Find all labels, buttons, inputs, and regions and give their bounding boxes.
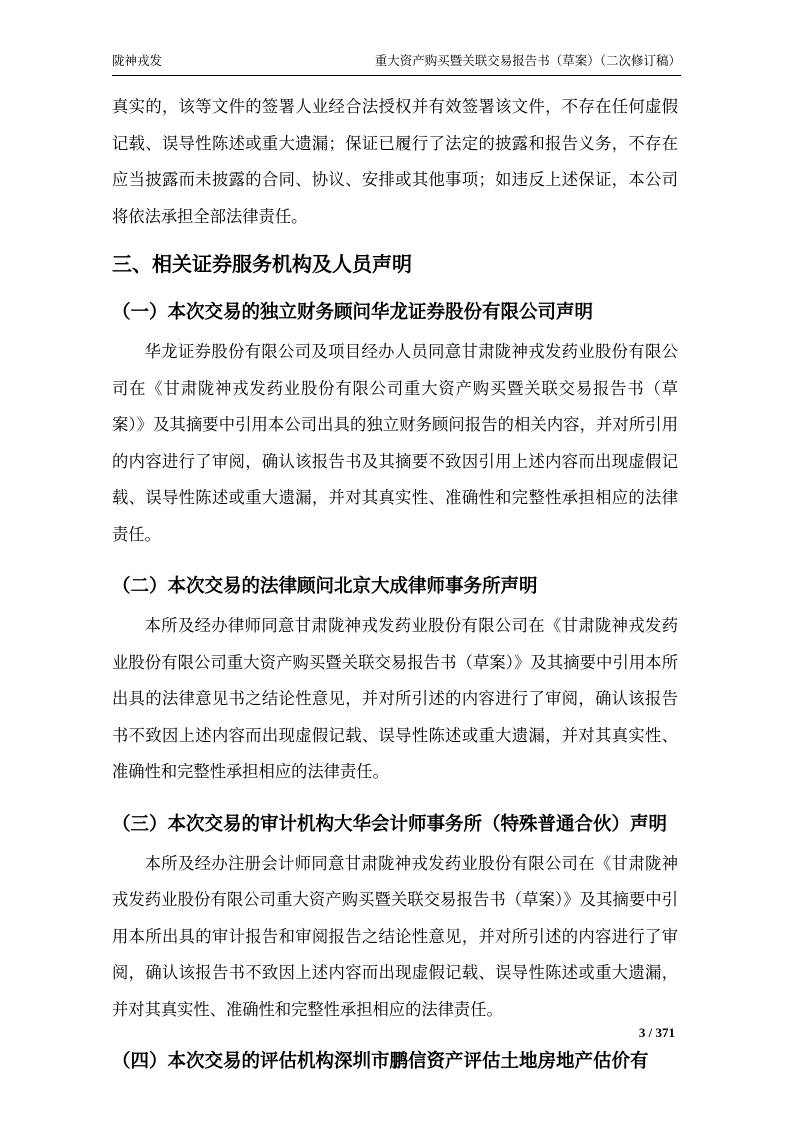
header-report-title: 重大资产购买暨关联交易报告书（草案）（二次修订稿） <box>374 54 681 68</box>
page-header <box>112 52 681 76</box>
page-number: 3 / 371 <box>638 1025 675 1040</box>
subsection-1-heading: （一）本次交易的独立财务顾问华龙证券股份有限公司声明 <box>112 301 594 322</box>
section-heading-3: 三、相关证券服务机构及人员声明 <box>112 254 412 276</box>
intro-paragraph: 真实的，该等文件的签署人业经合法授权并有效签署该文件，不存在任何虚假记载、误导性陈述或重大遗漏；保证已履行了法定的披露和报告义务，不存在应当披露而未披露的合同、协议、安排或其他事项；如违反上述保证，本公司将依法承担全部法律责任。 <box>112 97 678 226</box>
subsection-2-paragraph: 本所及经办律师同意甘肃陇神戎发药业股份有限公司在《甘肃陇神戎发药业股份有限公司重大资产购买暨关联交易报告书（草案）》及其摘要中引用本所出具的法律意见书之结论性意见，并对所引述的内容进行了审阅，确认该报告书不致因上述内容而出现虚假记载、误导性陈述或重大遗漏，并对其真实性、准确性和完整性承担相应的法律责任。 <box>112 616 678 781</box>
subsection-4-heading: （四）本次交易的评估机构深圳市鹏信资产评估土地房地产估价有 <box>112 1050 649 1071</box>
subsection-3-heading: （三）本次交易的审计机构大华会计师事务所（特殊普通合伙）声明 <box>112 812 668 834</box>
document-body <box>112 77 678 1079</box>
subsection-3-paragraph: 本所及经办注册会计师同意甘肃陇神戎发药业股份有限公司在《甘肃陇神戎发药业股份有限公司重大资产购买暨关联交易报告书（草案）》及其摘要中引用本所出具的审计报告和审阅报告之结论性意见，并对所引述的内容进行了审阅，确认该报告书不致因上述内容而出现虚假记载、误导性陈述或重大遗漏，并对其真实性、准确性和完整性承担相应的法律责任。 <box>112 853 678 1019</box>
subsection-2-heading: （二）本次交易的法律顾问北京大成律师事务所声明 <box>112 575 538 596</box>
subsection-1-paragraph: 华龙证券股份有限公司及项目经办人员同意甘肃陇神戎发药业股份有限公司在《甘肃陇神戎发药业股份有限公司重大资产购买暨关联交易报告书（草案）》及其摘要中引用本公司出具的独立财务顾问报告的相关内容，并对所引用的内容进行了审阅，确认该报告书及其摘要不致因引用上述内容而出现虚假记载、误导性陈述或重大遗漏，并对其真实性、准确性和完整性承担相应的法律责任。 <box>112 342 678 544</box>
page-footer <box>639 1024 675 1042</box>
header-company-short-name: 陇神戎发 <box>112 54 163 68</box>
